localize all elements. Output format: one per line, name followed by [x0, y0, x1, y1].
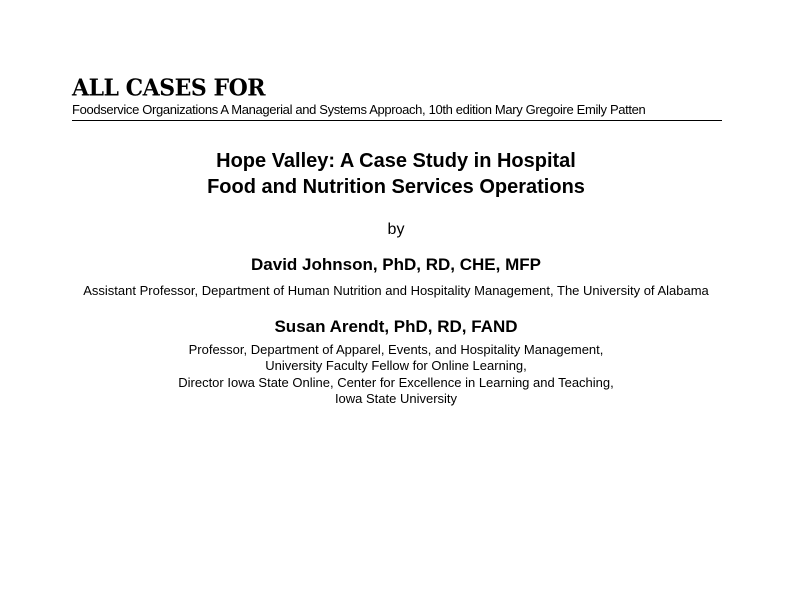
case-title	[72, 148, 720, 200]
author-affiliation-1	[72, 283, 720, 300]
case-title-line-2: Food and Nutrition Services Operations	[207, 176, 585, 198]
book-citation: Foodservice Organizations A Managerial and Systems Approach, 10th edition Mary Gregoire Emily Patten	[72, 102, 722, 121]
affiliation-line: Assistant Professor, Department of Human Nutrition and Hospitality Management, The University of Alabama	[83, 283, 709, 298]
affiliation-line: University Faculty Fellow for Online Learning,	[265, 358, 527, 373]
author-affiliation-2	[72, 342, 720, 408]
author-name-1: David Johnson, PhD, RD, CHE, MFP	[251, 255, 541, 274]
affiliation-line: Director Iowa State Online, Center for Excellence in Learning and Teaching,	[178, 374, 614, 390]
case-title-line-1: Hope Valley: A Case Study in Hospital	[216, 150, 576, 172]
affiliation-line: Professor, Department of Apparel, Events, and Hospitality Management,	[188, 341, 604, 357]
brand-title: ALL CASES FOR	[72, 73, 266, 102]
page-header	[72, 73, 722, 121]
title-page	[72, 148, 720, 408]
by-label: by	[387, 221, 405, 238]
affiliation-line: Iowa State University	[334, 391, 458, 406]
author-name-2: Susan Arendt, PhD, RD, FAND	[274, 316, 518, 336]
